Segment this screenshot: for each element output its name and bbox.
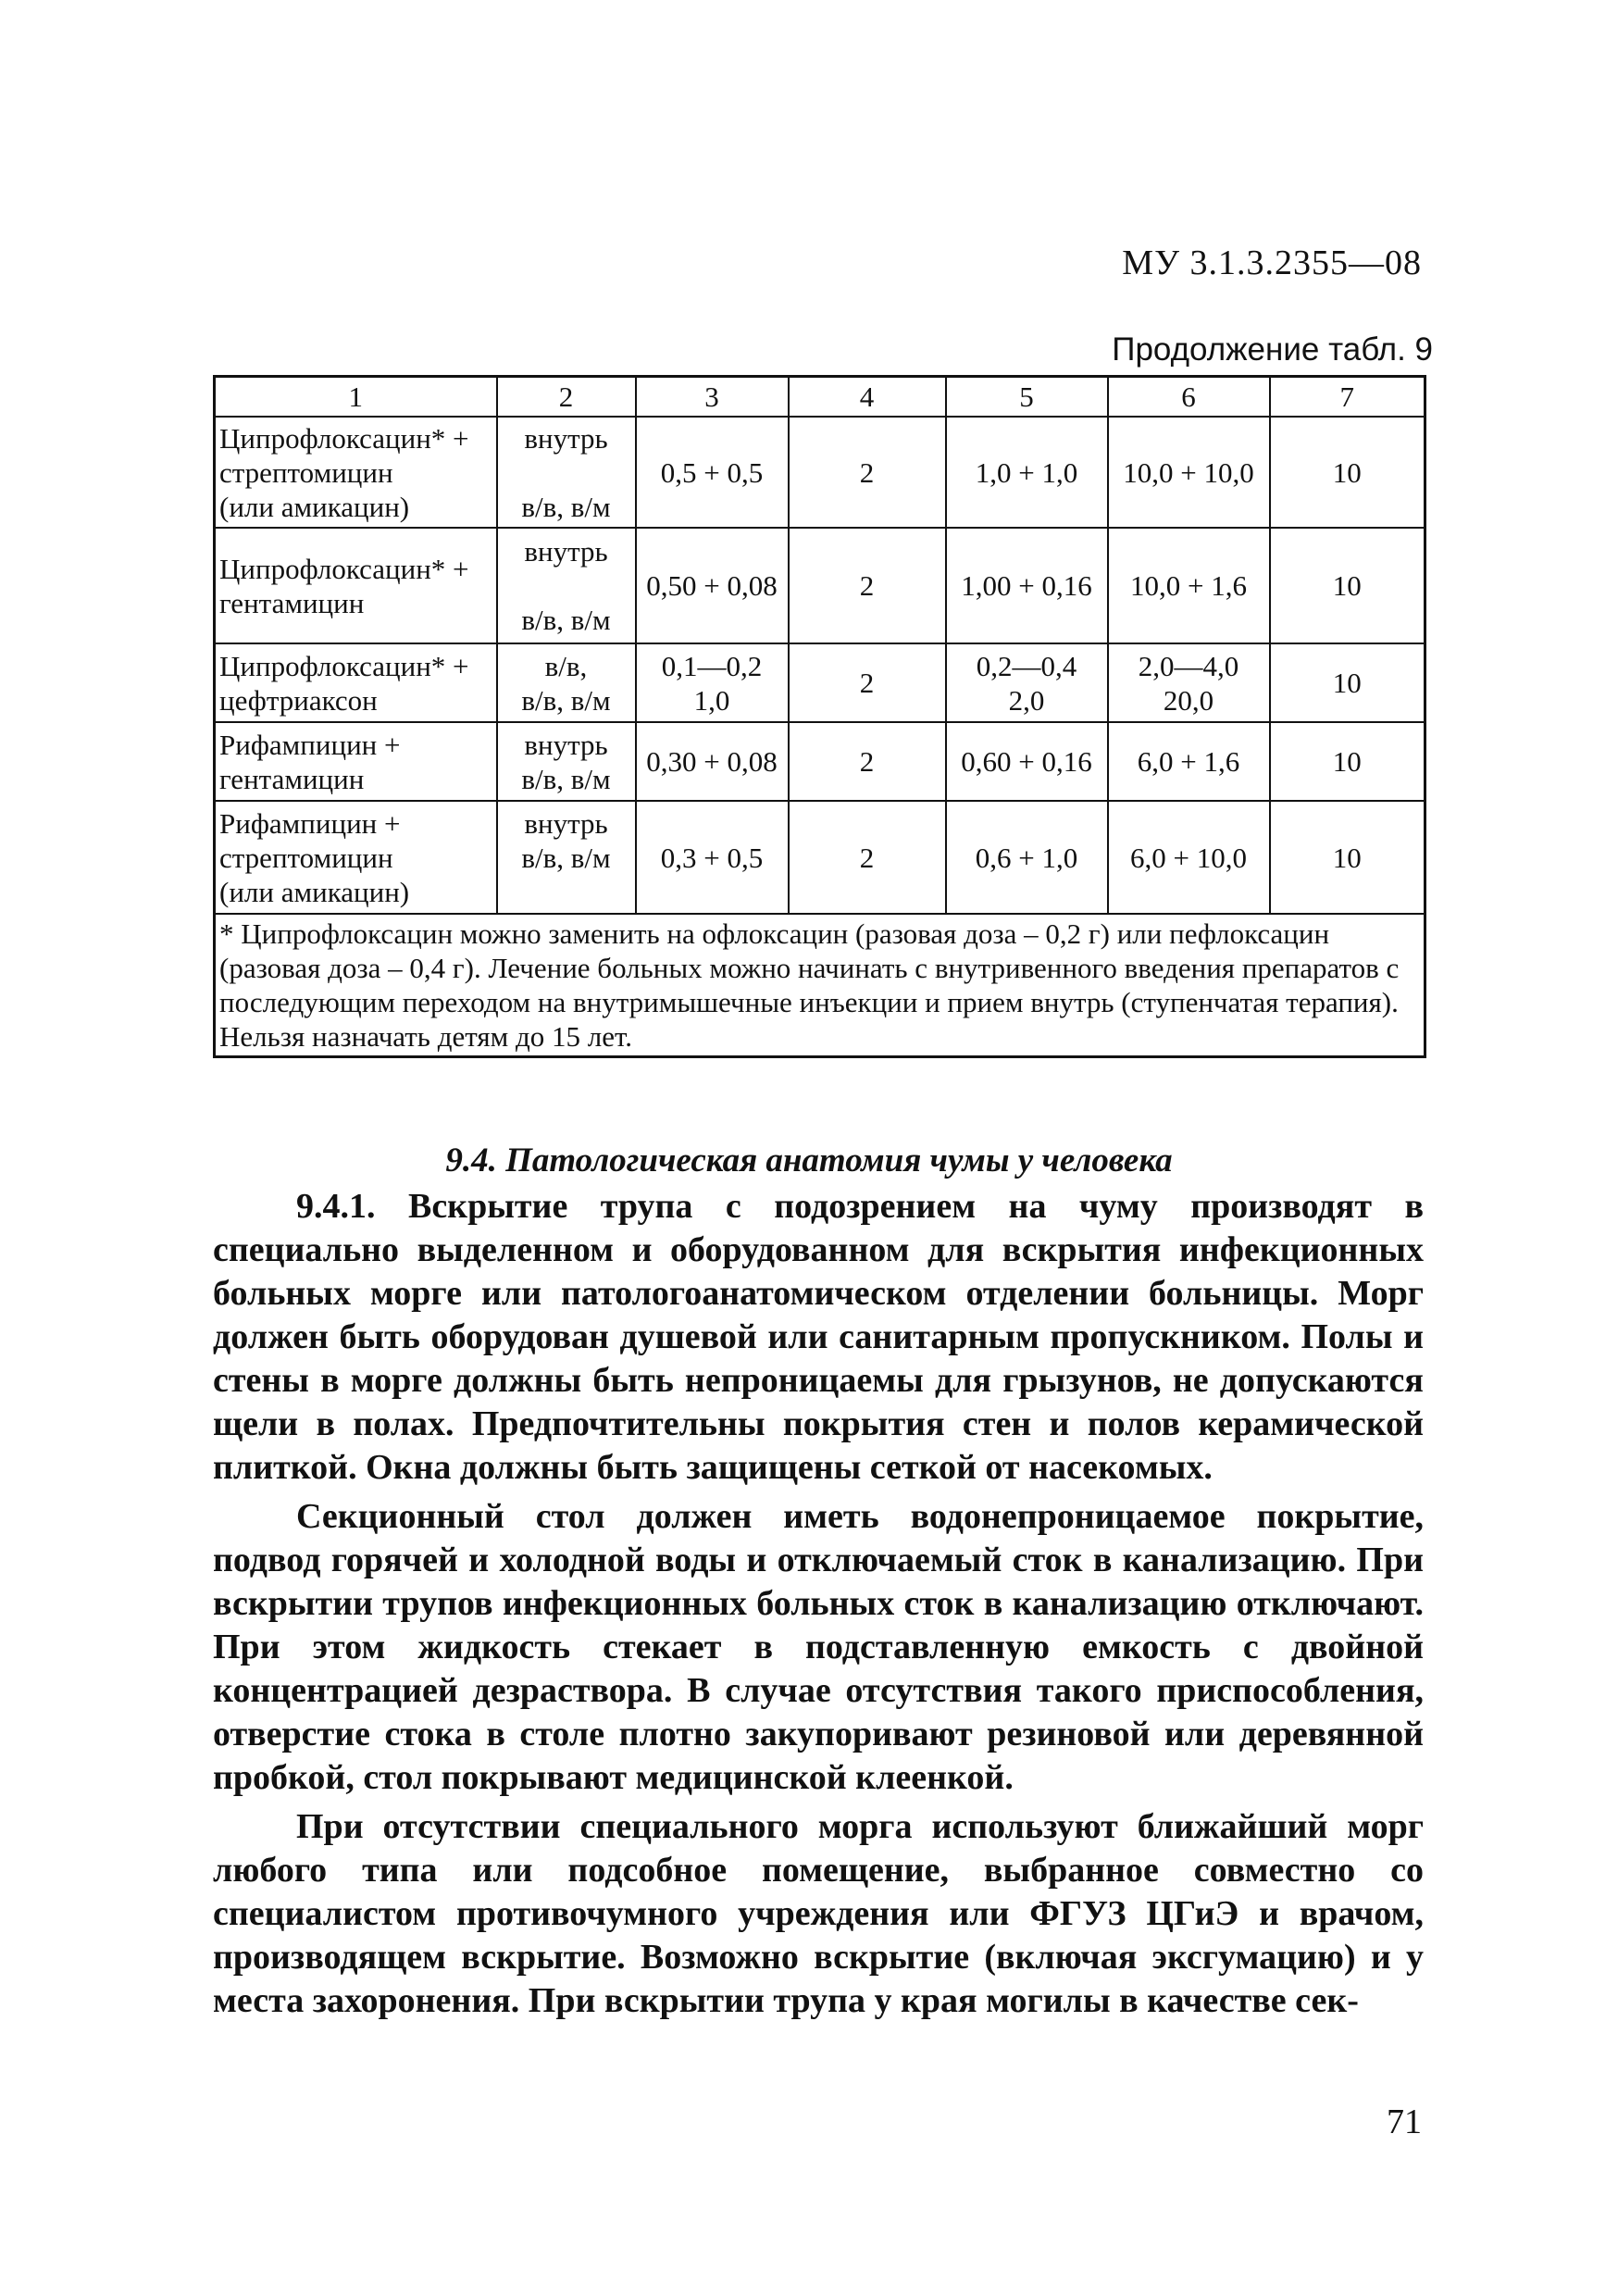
table-header-row	[215, 377, 1425, 418]
table-cell: 10,0 + 10,0	[1108, 417, 1270, 528]
table-cell: 1,0 + 1,0	[946, 417, 1108, 528]
table-cell: 10	[1270, 417, 1425, 528]
page-number: 71	[1387, 2103, 1422, 2141]
drug-cell: Ципрофлоксацин* + гентамицин	[215, 528, 497, 643]
section-heading: 9.4. Патологическая анатомия чумы у человека	[445, 1142, 1173, 1179]
table-cell: 0,50 + 0,08	[636, 528, 789, 643]
table-cell: 10	[1270, 722, 1425, 801]
column-header: 2	[497, 377, 636, 418]
paragraph: 9.4.1. Вскрытие трупа с подозрением на чуму производят в специально выделенном и оборудованном для вскрытия инфекционных больных морге или патологоанатомическом отделении больницы. Морг должен быть оборудован душевой или санитарным пропускником. Полы и стены в морге должны быть непроницаемы для грызунов, не допускаются щели в полах. Предпочтительны покрытия стен и полов керамической плиткой. Окна должны быть защищены сеткой от насекомых.	[213, 1187, 1424, 1487]
table-cell: 10	[1270, 528, 1425, 643]
table-cell: 10	[1270, 643, 1425, 722]
table-cell: 2	[789, 528, 946, 643]
paragraph: Секционный стол должен иметь водонепроницаемое покрытие, подвод горячей и холодной воды и отключаемый сток в канализацию. При вскрытии трупов инфекционных больных сток в канализацию отключают. При этом жидкость стекает в подставленную емкость с двойной концентрацией дезраствора. В случае отсутствия такого приспособления, отверстие стока в столе плотно закупоривают резиновой или деревянной пробкой, стол покрывают медицинской клеенкой.	[213, 1497, 1424, 1797]
column-header: 7	[1270, 377, 1425, 418]
route-cell: внутрь в/в, в/м	[497, 417, 636, 528]
table-cell: 0,1—0,2 1,0	[636, 643, 789, 722]
route-cell: в/в, в/в, в/м	[497, 643, 636, 722]
table-cell: 1,00 + 0,16	[946, 528, 1108, 643]
route-cell: внутрь в/в, в/м	[497, 528, 636, 643]
drug-cell: Ципрофлоксацин* + стрептомицин (или амикацин)	[215, 417, 497, 528]
table-caption: Продолжение табл. 9	[1112, 331, 1433, 368]
table-cell: 2	[789, 801, 946, 914]
route-cell: внутрь в/в, в/м	[497, 801, 636, 914]
table-cell: 2,0—4,0 20,0	[1108, 643, 1270, 722]
table-row	[215, 417, 1425, 528]
paragraph: При отсутствии специального морга используют ближайший морг любого типа или подсобное помещение, выбранное совместно со специалистом противочумного учреждения или ФГУЗ ЦГиЭ и врачом, производящем вскрытие. Возможно вскрытие (включая эксгумацию) и у места захоронения. При вскрытии трупа у края могилы в качестве сек-	[213, 1807, 1424, 2020]
table-footnote-row	[215, 914, 1425, 1057]
table-footnote: * Ципрофлоксацин можно заменить на офлоксацин (разовая доза – 0,2 г) или пефлоксацин (разовая доза – 0,4 г). Лечение больных можно начинать с внутривенного введения препаратов с последующим переходом на внутримышечные инъекции и прием внутрь (ступенчатая терапия). Нельзя назначать детям до 15 лет.	[215, 914, 1425, 1057]
column-header: 6	[1108, 377, 1270, 418]
table-cell: 0,60 + 0,16	[946, 722, 1108, 801]
table-row	[215, 528, 1425, 643]
column-header: 1	[215, 377, 497, 418]
column-header: 5	[946, 377, 1108, 418]
table-row	[215, 722, 1425, 801]
dosage-table	[213, 375, 1426, 1058]
route-cell: внутрь в/в, в/м	[497, 722, 636, 801]
table-cell: 6,0 + 1,6	[1108, 722, 1270, 801]
table-cell: 2	[789, 417, 946, 528]
table-cell: 2	[789, 722, 946, 801]
table-cell: 2	[789, 643, 946, 722]
table-cell: 0,6 + 1,0	[946, 801, 1108, 914]
drug-cell: Ципрофлоксацин* + цефтриаксон	[215, 643, 497, 722]
table-row	[215, 801, 1425, 914]
table-cell: 0,5 + 0,5	[636, 417, 789, 528]
table-cell: 0,3 + 0,5	[636, 801, 789, 914]
table-cell: 10	[1270, 801, 1425, 914]
table-cell: 0,30 + 0,08	[636, 722, 789, 801]
table-cell: 0,2—0,4 2,0	[946, 643, 1108, 722]
table-cell: 10,0 + 1,6	[1108, 528, 1270, 643]
table-row	[215, 643, 1425, 722]
column-header: 3	[636, 377, 789, 418]
drug-cell: Рифампицин + стрептомицин (или амикацин)	[215, 801, 497, 914]
drug-cell: Рифампицин + гентамицин	[215, 722, 497, 801]
column-header: 4	[789, 377, 946, 418]
document-code: МУ 3.1.3.2355—08	[1122, 243, 1422, 282]
section-body	[213, 1185, 1424, 2028]
table-cell: 6,0 + 10,0	[1108, 801, 1270, 914]
